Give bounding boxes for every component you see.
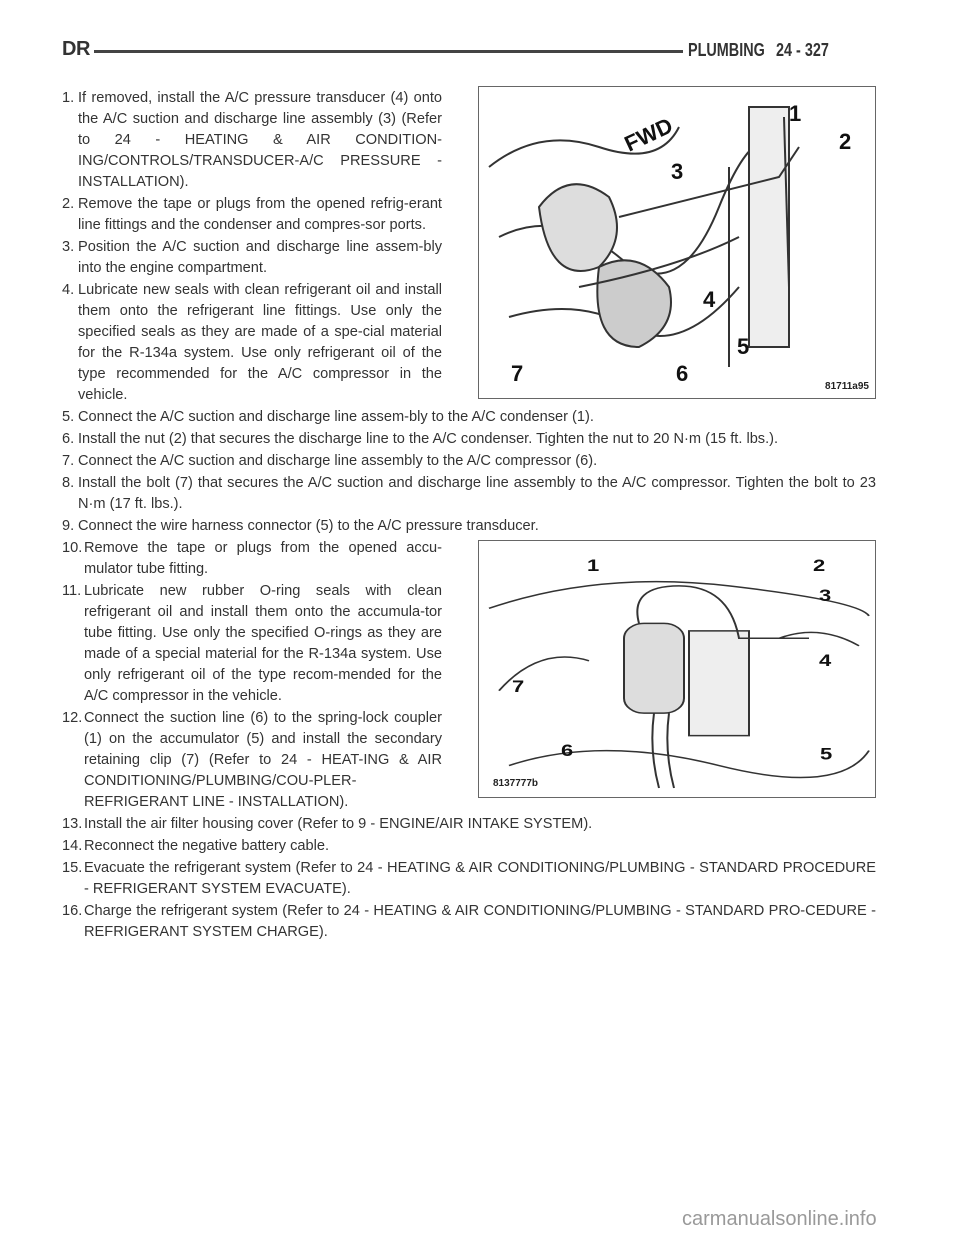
procedure-step — [62, 237, 876, 279]
callout-5: 5 — [737, 334, 750, 359]
callout-3: 3 — [819, 586, 832, 606]
step-text: Position the A/C suction and discharge line assem-bly into the engine compartment. — [78, 239, 442, 276]
callout-1: 1 — [587, 556, 600, 576]
step-text: Remove the tape or plugs from the opened accu-mulator tube fitting. — [84, 540, 442, 577]
procedure-step — [62, 901, 876, 943]
step-number: 1. — [62, 90, 75, 106]
procedure-step — [62, 280, 876, 406]
step-text: Charge the refrigerant system (Refer to 24 - HEATING & AIR CONDITIONING/PLUMBING - STANDARD PRO-CEDURE - REFRIGERANT SYSTEM CHARGE). — [84, 903, 876, 940]
callout-6: 6 — [561, 741, 574, 761]
callout-1: 1 — [789, 101, 802, 126]
step-number: 16. — [62, 903, 83, 919]
callout-7: 7 — [512, 677, 525, 697]
step-text: Install the air filter housing cover (Refer to 9 - ENGINE/AIR INTAKE SYSTEM). — [84, 816, 593, 832]
step-number: 10. — [62, 540, 83, 556]
procedure-step — [62, 516, 876, 537]
figure-2-id: 8137777b — [493, 778, 539, 789]
step-text: Remove the tape or plugs from the opened refrig-erant line fittings and the condenser and compres-sor ports. — [78, 196, 442, 233]
watermark: carmanualsonline.info — [682, 1208, 877, 1230]
procedure-step — [62, 194, 876, 236]
step-number: 4. — [62, 282, 75, 298]
step-number: 8. — [62, 475, 75, 491]
step-text: Evacuate the refrigerant system (Refer to 24 - HEATING & AIR CONDITIONING/PLUMBING - STANDARD PROCEDURE - REFRIGERANT SYSTEM EVACUATE). — [84, 860, 876, 897]
procedure-step — [62, 836, 876, 857]
step-number: 13. — [62, 816, 83, 832]
step-text: Reconnect the negative battery cable. — [84, 838, 330, 854]
procedure-step — [62, 858, 876, 900]
procedure-step — [62, 473, 876, 515]
callout-4: 4 — [819, 651, 832, 671]
figure-1-id: 81711a95 — [825, 381, 869, 392]
step-text: If removed, install the A/C pressure transducer (4) onto the A/C suction and discharge line assembly (3) (Refer to 24 - HEATING & AIR CONDITION-ING/CONTROLS/TRANSDUCER-A/C PRESSURE - INSTALLATION). — [78, 90, 442, 190]
callout-6: 6 — [676, 361, 689, 386]
callout-2: 2 — [839, 129, 852, 154]
header-model: DR — [62, 38, 90, 60]
step-text: Connect the wire harness connector (5) to the A/C pressure transducer. — [78, 518, 539, 534]
procedure-step — [62, 538, 876, 580]
procedure-step — [62, 429, 876, 450]
step-text: Lubricate new rubber O-ring seals with clean refrigerant oil and install them onto the accumula-tor tube fitting. Use only the specified O-rings as they are made of a special material for the R-134a system. Use only refrigerant oil of the type recom-mended for the A/C compressor in the vehicle. — [84, 583, 442, 704]
step-number: 5. — [62, 409, 75, 425]
header-rule — [94, 50, 683, 53]
step-number: 14. — [62, 838, 83, 854]
step-text: Install the bolt (7) that secures the A/C suction and discharge line assembly to the A/C compressor. Tighten the bolt to 23 N·m (17 ft. lbs.). — [78, 475, 876, 512]
callout-3: 3 — [671, 159, 684, 184]
step-text: Install the nut (2) that secures the discharge line to the A/C condenser. Tighten the nut to 20 N·m (15 ft. lbs.). — [78, 431, 779, 447]
step-text: Connect the A/C suction and discharge line assembly to the A/C compressor (6). — [78, 453, 598, 469]
step-text: Connect the suction line (6) to the spring-lock coupler (1) on the accumulator (5) and install the secondary retaining clip (7) (Refer to 24 - HEAT-ING & AIR CONDITIONING/PLUMBING/COU-PLER-REFRIGERANT LINE - INSTALLATION). — [84, 710, 442, 810]
procedure-step — [62, 88, 876, 193]
step-number: 12. — [62, 710, 83, 726]
callout-7: 7 — [511, 361, 524, 386]
fwd-label: FWD — [620, 112, 677, 157]
procedure-step — [62, 451, 876, 472]
procedure-step — [62, 708, 876, 813]
procedure-content — [62, 88, 876, 944]
step-number: 7. — [62, 453, 75, 469]
step-number: 2. — [62, 196, 75, 212]
step-number: 9. — [62, 518, 75, 534]
step-number: 3. — [62, 239, 75, 255]
callout-2: 2 — [813, 556, 826, 576]
step-number: 15. — [62, 860, 83, 876]
header-page-number: 24 - 327 — [776, 40, 829, 60]
step-number: 6. — [62, 431, 75, 447]
step-text: Connect the A/C suction and discharge line assem-bly to the A/C condenser (1). — [78, 409, 594, 425]
header-section: PLUMBING — [688, 40, 765, 60]
procedure-step — [62, 581, 876, 707]
procedure-step — [62, 814, 876, 835]
step-text: Lubricate new seals with clean refrigerant oil and install them onto the refrigerant line fittings. Use only the specified seals as they are made of a spe-cial material for the R-134a system. Use only refrigerant oil of the type recommended for the A/C compressor in the vehicle. — [78, 282, 442, 403]
step-number: 11. — [62, 583, 82, 599]
callout-4: 4 — [703, 287, 716, 312]
procedure-step — [62, 407, 876, 428]
callout-5: 5 — [820, 745, 833, 764]
